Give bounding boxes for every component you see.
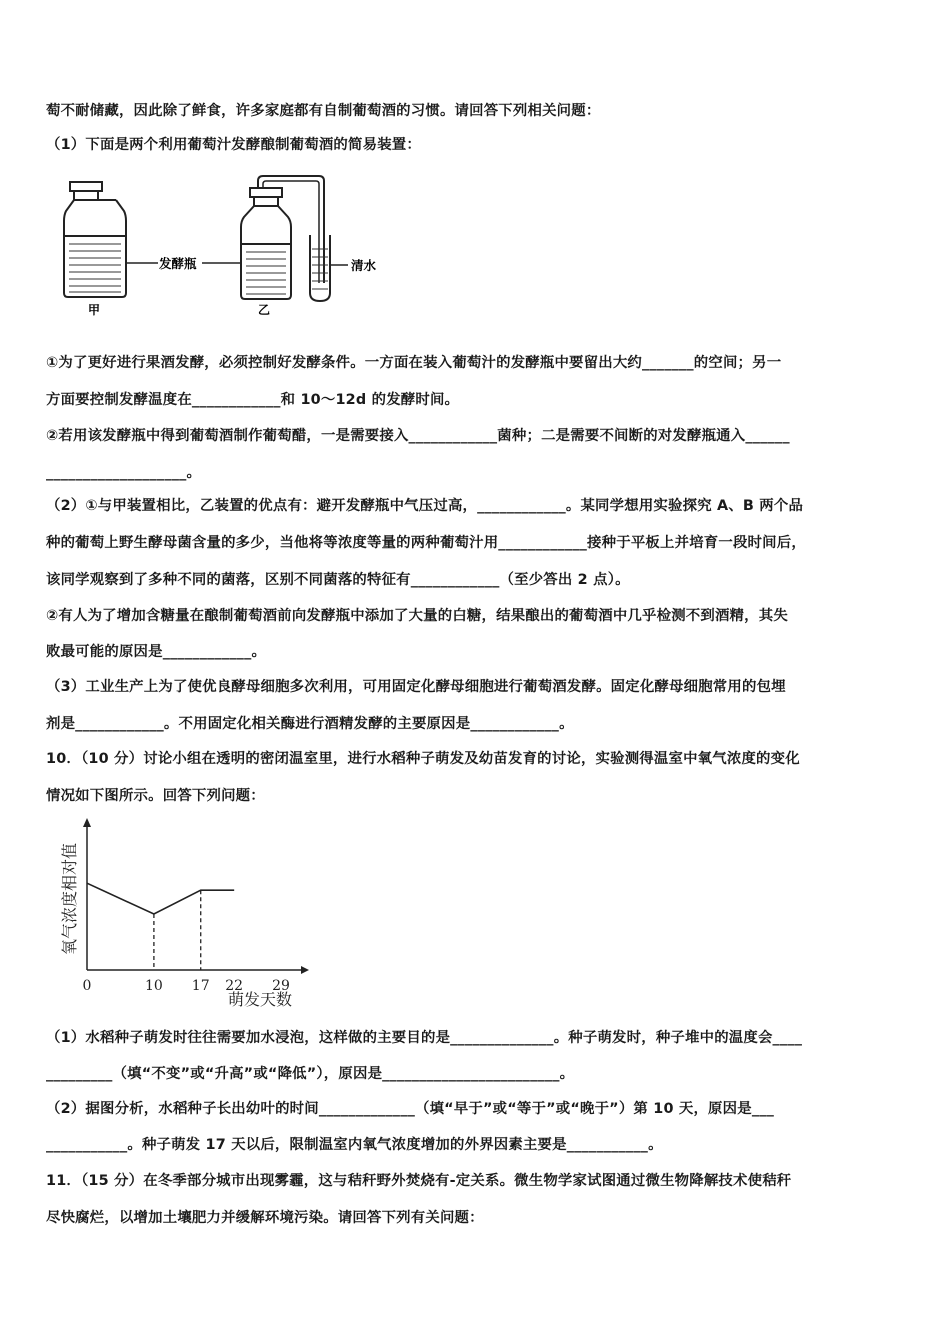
label-jia: 甲 (88, 303, 101, 317)
text-line: 10．（10 分）讨论小组在透明的密闭温室里，进行水稻种子萌发及幼苗发育的讨论，实验测得温室中氧气浓度的变化 (46, 751, 800, 767)
x-tick-label: 10 (144, 978, 163, 994)
x-tick-label: 29 (272, 978, 290, 994)
x-axis-arrow (301, 966, 309, 974)
y-axis-label: 氧气浓度相对值 (60, 842, 79, 955)
bottle-yi (241, 188, 291, 299)
text-line: 该同学观察到了多种不同的菌落，区别不同菌落的特征有____________（至少答出 2 点）。 (46, 572, 630, 588)
x-tick-label: 17 (191, 978, 210, 994)
text-line: 11．（15 分）在冬季部分城市出现雾霾，这与秸秆野外焚烧有-定关系。微生物学家试图通过微生物降解技术使秸秆 (46, 1173, 792, 1189)
test-tube (310, 235, 330, 301)
text-line: _________（填“不变”或“升高”或“降低”），原因是________________________。 (46, 1066, 575, 1082)
x-axis-label: 萌发天数 (227, 990, 293, 1009)
text-line: ②有人为了增加含糖量在酿制葡萄酒前向发酵瓶中添加了大量的白糖，结果酿出的葡萄酒中几乎检测不到酒精，其失 (46, 608, 788, 624)
text-line: 情况如下图所示。回答下列问题： (46, 788, 265, 804)
x-tick-label: 22 (225, 978, 244, 994)
text-line: （3）工业生产上为了使优良酵母细胞多次利用，可用固定化酵母细胞进行葡萄酒发酵。固定化酵母细胞常用的包埋 (46, 679, 786, 695)
text-line: 败最可能的原因是____________。 (46, 644, 267, 660)
x-tick-label: 0 (82, 978, 92, 994)
liquid-hatch-yi (246, 252, 286, 294)
liquid-hatch-jia (69, 244, 121, 292)
text-line: 剂是____________。不用固定化相关酶进行酒精发酵的主要原因是____________。 (46, 716, 574, 732)
text-line: ②若用该发酵瓶中得到葡萄酒制作葡萄醋，一是需要接入____________菌种；二是需要不间断的对发酵瓶通入______ (46, 428, 790, 444)
label-clear-water: 清水 (351, 258, 377, 273)
label-fermentation-bottle: 发酵瓶 (159, 256, 197, 271)
text-line: 尽快腐烂，以增加土壤肥力并缓解环境污染。请回答下列有关问题： (46, 1210, 484, 1226)
label-yi: 乙 (258, 303, 271, 317)
text-line: 种的葡萄上野生酵母菌含量的多少，当他将等浓度等量的两种葡萄汁用____________接种于平板上并培育一段时间后， (46, 535, 806, 551)
text-line: ___________。种子萌发 17 天以后，限制温室内氧气浓度增加的外界因素主要是___________。 (46, 1137, 663, 1153)
y-axis-arrow (83, 818, 91, 827)
text-line: ①为了更好进行果酒发酵，必须控制好发酵条件。一方面在装入葡萄汁的发酵瓶中要留出大约_______的空间；另一 (46, 355, 782, 371)
text-line: 方面要控制发酵温度在____________和 10～12d 的发酵时间。 (46, 392, 460, 408)
text-line: （1）水稻种子萌发时往往需要加水浸泡，这样做的主要目的是______________。种子萌发时，种子堆中的温度会____ (46, 1030, 803, 1046)
fermentation-apparatus-figure (55, 175, 405, 320)
text-line: （1）下面是两个利用葡萄汁发酵酿制葡萄酒的简易装置： (46, 137, 421, 153)
text-line: （2）据图分析，水稻种子长出幼叶的时间_____________（填“早于”或“等于”或“晚于”）第 10 天，原因是___ (46, 1101, 775, 1117)
oxygen-concentration-chart (55, 815, 315, 1015)
bottle-jia (64, 182, 126, 297)
text-line: （2）①与甲装置相比，乙装置的优点有：避开发酵瓶中气压过高，____________。某同学想用实验探究 A、B 两个品 (46, 498, 804, 514)
oxygen-series-line (87, 883, 234, 914)
text-line: ___________________。 (46, 465, 202, 481)
text-line: 萄不耐储藏，因此除了鲜食，许多家庭都有自制葡萄酒的习惯。请回答下列相关问题： (46, 103, 601, 119)
